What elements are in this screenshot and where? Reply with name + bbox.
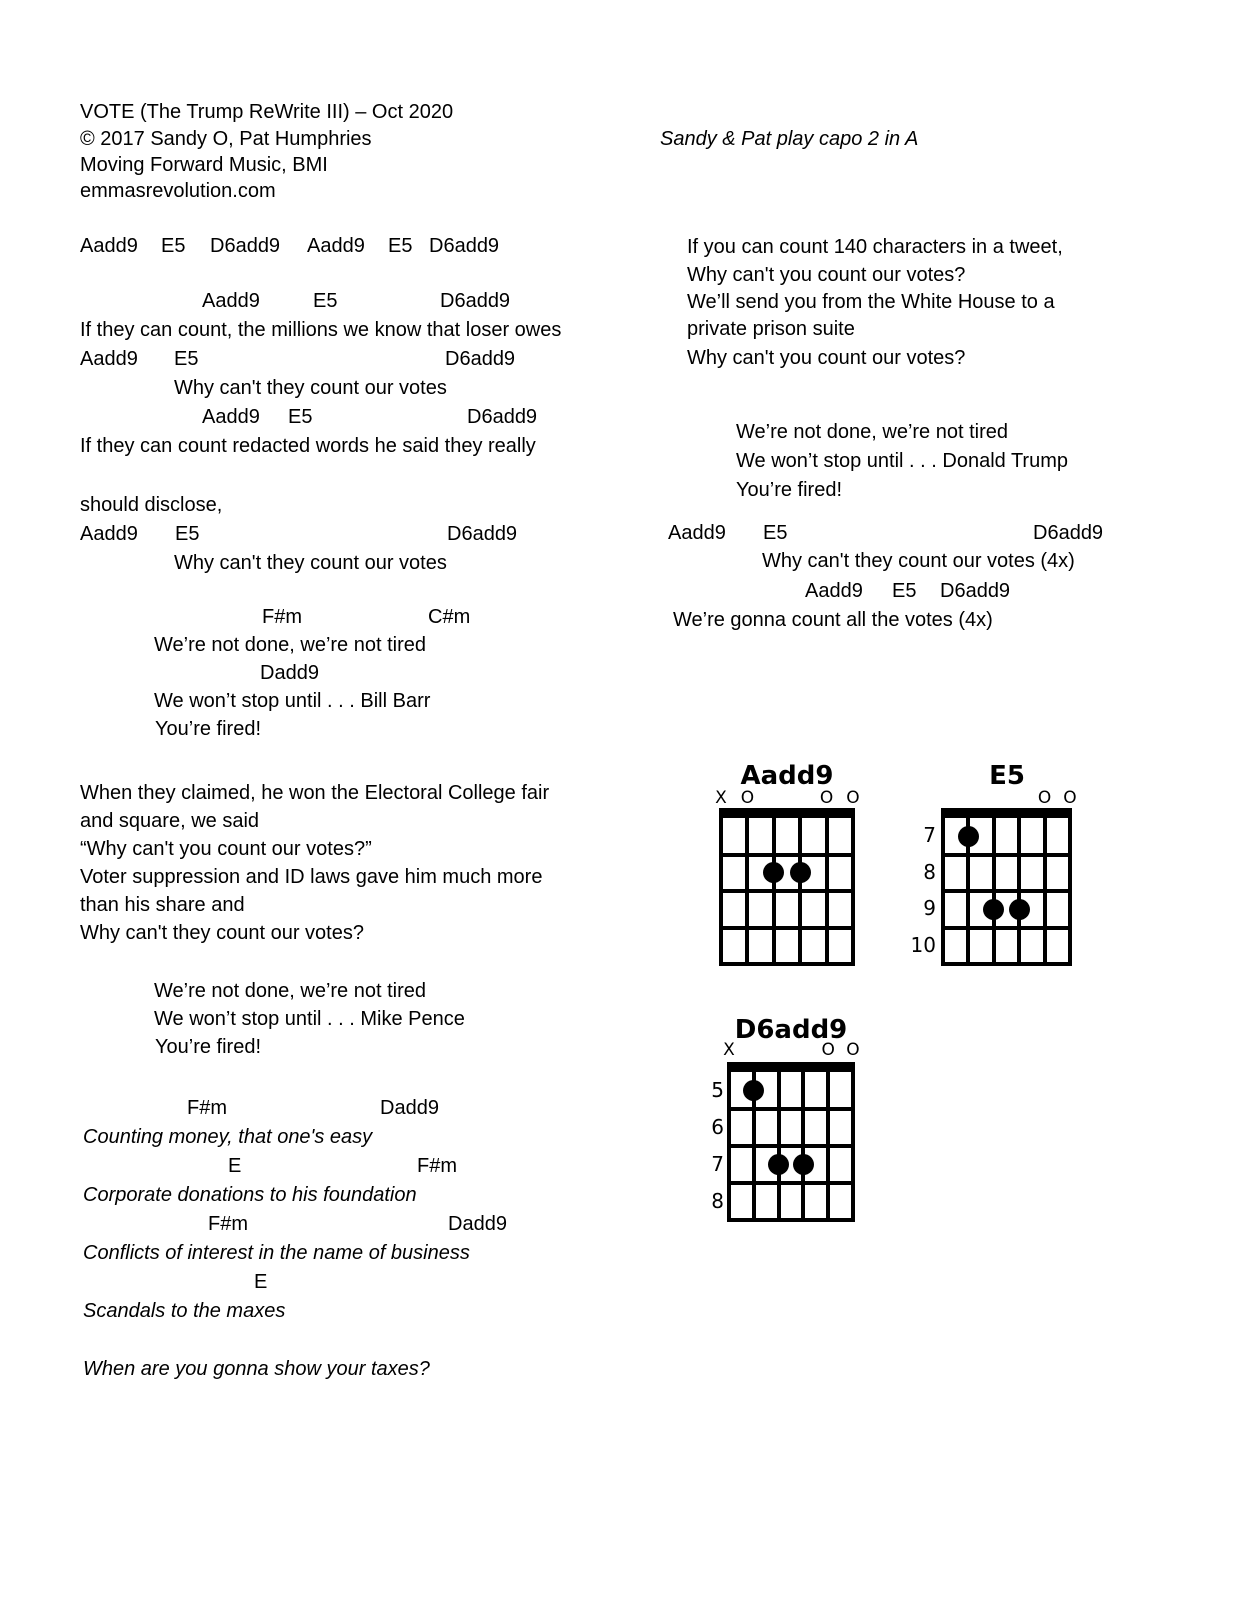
lyric-line: Why can't they count our votes (4x)	[762, 550, 1075, 572]
chord-token: D6add9	[467, 406, 538, 428]
lyric-line: We won’t stop until . . . Bill Barr	[154, 690, 431, 712]
open-string-marker: O	[1063, 788, 1077, 808]
chord-diagram-title: D6add9	[734, 1015, 848, 1045]
lyric-line: Why can't you count our votes?	[687, 264, 966, 286]
fret-line	[719, 926, 855, 930]
string-line	[826, 1062, 830, 1222]
string-line	[992, 808, 996, 966]
fret-number: 5	[711, 1077, 724, 1102]
fret-line	[941, 962, 1072, 966]
fret-line	[941, 853, 1072, 857]
lyric-line: We’ll send you from the White House to a	[687, 291, 1055, 313]
chord-token: F#m	[187, 1097, 227, 1119]
fret-line	[727, 1144, 855, 1148]
finger-dot	[983, 899, 1004, 920]
chord-token: Aadd9	[805, 580, 863, 602]
chord-token: F#m	[417, 1155, 457, 1177]
lyric-line: When they claimed, he won the Electoral College fair	[80, 782, 550, 804]
fret-line	[727, 1181, 855, 1185]
fret-line	[941, 926, 1072, 930]
chord-token: D6add9	[429, 235, 500, 257]
finger-dot	[768, 1154, 789, 1175]
chord-diagram-title: Aadd9	[740, 761, 834, 791]
lyric-line: Why can't they count our votes	[174, 377, 447, 399]
chord-token: E5	[763, 522, 788, 544]
lyric-line: We won’t stop until . . . Mike Pence	[154, 1008, 465, 1030]
lyric-line: We won’t stop until . . . Donald Trump	[736, 450, 1069, 472]
string-line	[777, 1062, 781, 1222]
chord-token: E5	[388, 235, 413, 257]
chord-token: D6add9	[447, 523, 518, 545]
lyric-line: We’re not done, we’re not tired	[154, 634, 427, 656]
publisher-line: Moving Forward Music, BMI	[80, 154, 328, 176]
lyric-line: If you can count 140 characters in a tweet,	[687, 236, 1063, 258]
fret-number: 8	[923, 859, 936, 884]
lyric-line: You’re fired!	[155, 718, 261, 740]
muted-string-marker: X	[715, 788, 727, 808]
open-string-marker: O	[1037, 788, 1052, 808]
fretboard-nut	[727, 1062, 855, 1072]
string-line	[851, 808, 855, 966]
lyric-line: than his share and	[80, 894, 245, 916]
lyric-line: Corporate donations to his foundation	[83, 1184, 417, 1206]
lyric-line: You’re fired!	[736, 479, 842, 501]
chord-token: Dadd9	[448, 1213, 507, 1235]
lyric-line: Counting money, that one's easy	[83, 1126, 373, 1148]
lyric-line: We’re not done, we’re not tired	[154, 980, 427, 1002]
finger-dot	[763, 862, 784, 883]
chord-diagram-title: E5	[989, 761, 1025, 791]
chord-token: Dadd9	[380, 1097, 439, 1119]
fretboard-nut	[719, 808, 855, 818]
chord-token: F#m	[262, 606, 302, 628]
muted-string-marker: X	[723, 1040, 735, 1060]
chord-token: Aadd9	[202, 290, 260, 312]
lyric-line: Voter suppression and ID laws gave him much more	[80, 866, 543, 888]
capo-note: Sandy & Pat play capo 2 in A	[660, 128, 919, 150]
chord-token: Aadd9	[668, 522, 726, 544]
string-line	[772, 808, 776, 966]
chord-token: E5	[175, 523, 200, 545]
finger-dot	[743, 1080, 764, 1101]
string-line	[727, 1062, 731, 1222]
lyric-line: Why can't they count our votes?	[80, 922, 364, 944]
chord-token: Aadd9	[202, 406, 260, 428]
fret-number: 8	[711, 1188, 724, 1213]
chord-token: Aadd9	[307, 235, 365, 257]
fret-line	[941, 889, 1072, 893]
chord-token: D6add9	[1033, 522, 1104, 544]
fret-line	[719, 889, 855, 893]
lyric-line: “Why can't you count our votes?”	[80, 838, 372, 860]
chord-token: Aadd9	[80, 235, 138, 257]
lyric-line: and square, we said	[80, 810, 260, 832]
lyric-line: If they can count, the millions we know that loser owes	[80, 319, 562, 341]
chord-token: E	[228, 1155, 242, 1177]
chord-token: E	[254, 1271, 268, 1293]
string-line	[801, 1062, 805, 1222]
chord-token: E5	[288, 406, 313, 428]
chord-token: Dadd9	[260, 662, 319, 684]
lyric-line: Why can't you count our votes?	[687, 347, 966, 369]
lyric-line: You’re fired!	[155, 1036, 261, 1058]
string-line	[941, 808, 945, 966]
open-string-marker: O	[846, 788, 860, 808]
fret-number: 6	[711, 1114, 724, 1139]
fretboard-nut	[941, 808, 1072, 818]
fret-number: 7	[711, 1151, 724, 1176]
chord-token: D6add9	[440, 290, 511, 312]
string-line	[851, 1062, 855, 1222]
fret-line	[727, 1107, 855, 1111]
lyric-line: Why can't they count our votes	[174, 552, 447, 574]
string-line	[1043, 808, 1047, 966]
open-string-marker: O	[821, 1040, 835, 1060]
song-title: VOTE (The Trump ReWrite III) – Oct 2020	[80, 101, 454, 123]
chord-token: E5	[174, 348, 199, 370]
lyric-line: We’re not done, we’re not tired	[736, 421, 1009, 443]
website-line: emmasrevolution.com	[80, 180, 276, 202]
lyric-line: Conflicts of interest in the name of business	[83, 1242, 470, 1264]
chord-token: D6add9	[940, 580, 1011, 602]
finger-dot	[1009, 899, 1030, 920]
chord-token: E5	[892, 580, 917, 602]
lyric-line: If they can count redacted words he said they really	[80, 435, 536, 457]
finger-dot	[790, 862, 811, 883]
fret-number: 9	[923, 896, 936, 921]
open-string-marker: O	[819, 788, 834, 808]
string-line	[1068, 808, 1072, 966]
fret-line	[719, 853, 855, 857]
chord-token: C#m	[428, 606, 471, 628]
fret-line	[727, 1218, 855, 1222]
fret-line	[719, 962, 855, 966]
lyric-line: private prison suite	[687, 318, 855, 340]
chord-token: Aadd9	[80, 348, 138, 370]
lyric-line: When are you gonna show your taxes?	[83, 1358, 430, 1380]
string-line	[719, 808, 723, 966]
finger-dot	[958, 826, 979, 847]
chord-token: E5	[313, 290, 338, 312]
chord-token: F#m	[208, 1213, 248, 1235]
string-line	[798, 808, 802, 966]
copyright-line: © 2017 Sandy O, Pat Humphries	[80, 128, 372, 150]
open-string-marker: O	[740, 788, 755, 808]
string-line	[745, 808, 749, 966]
open-string-marker: O	[846, 1040, 860, 1060]
lyric-line: We’re gonna count all the votes (4x)	[673, 609, 993, 631]
fret-number: 10	[910, 932, 936, 957]
chord-token: Aadd9	[80, 523, 138, 545]
string-line	[1017, 808, 1021, 966]
chord-token: D6add9	[445, 348, 516, 370]
lyric-line: Scandals to the maxes	[83, 1300, 286, 1322]
fret-number: 7	[923, 823, 936, 848]
string-line	[825, 808, 829, 966]
chord-token: E5	[161, 235, 186, 257]
lyric-line: should disclose,	[80, 494, 223, 516]
finger-dot	[793, 1154, 814, 1175]
chord-token: D6add9	[210, 235, 281, 257]
